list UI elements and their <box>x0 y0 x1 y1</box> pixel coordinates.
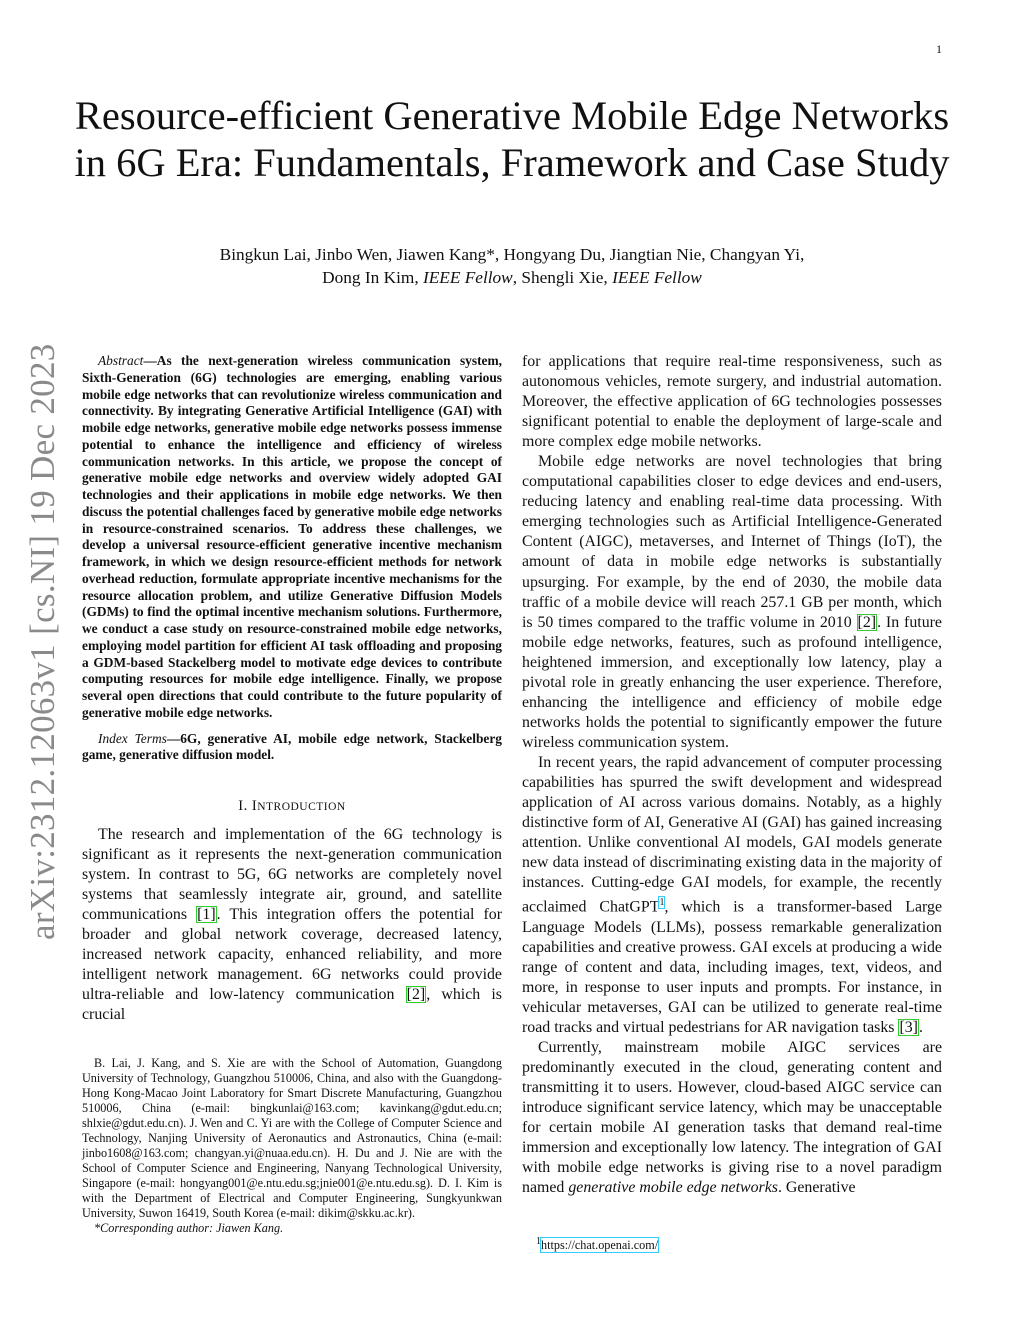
introduction-body <box>82 825 502 1025</box>
citation-link[interactable]: [1] <box>197 906 216 924</box>
footnote-mark: 1 <box>536 1236 541 1247</box>
emphasis-text: IEEE Fellow <box>422 268 513 287</box>
index-terms <box>82 731 502 765</box>
abstract <box>82 353 502 722</box>
text-run: . Generative <box>777 1179 856 1197</box>
text-run: Dong In Kim, <box>322 268 423 287</box>
paragraph <box>522 1038 942 1198</box>
authors <box>100 243 924 289</box>
text-run: . This integration offers the potential for broader and global network coverage, decreased latency, increased network capacity, enhanced reliability, and more intelligent network management. 6G networks could provide ultra-reliable and low-latency communication <box>82 906 502 1004</box>
authors-line-1: Bingkun Lai, Jinbo Wen, Jiawen Kang*, Hongyang Du, Jiangtian Nie, Changyan Yi, <box>219 245 805 264</box>
section-title-rest: NTRODUCTION <box>257 801 346 813</box>
paper-title: Resource-efficient Generative Mobile Edge Networks in 6G Era: Fundamentals, Framework and Case Study <box>74 93 950 185</box>
citation-link[interactable]: [2] <box>857 613 877 631</box>
authors-line-2 <box>100 266 924 289</box>
text-run: , which is crucial <box>82 986 502 1024</box>
paragraph <box>522 452 942 753</box>
corresponding-author: *Corresponding author: Jiawen Kang. <box>94 1221 284 1235</box>
page-number: 1 <box>936 42 942 56</box>
text-run: The research and implementation of the 6G technology is significant as it represents the next-generation communication system. In contrast to 5G, 6G networks are completely novel systems that seamlessly integrate air, ground, and satellite communications <box>82 826 502 924</box>
text-run: In recent years, the rapid advancement of computer processing capabilities has spurred the swift development and widespread application of AI across various domains. Notably, as a highly distinctive form of AI, Generative AI (GAI) has gained increasing attention. Unlike conventional AI models, GAI models generate new data instead of discriminating existing data in the majority of instances. Cutting-edge GAI models, for example, the recently acclaimed ChatGPT <box>522 753 942 916</box>
affiliation-footnote <box>82 1056 502 1236</box>
text-run: Mobile edge networks are novel technologies that bring computational capabilities closer to edge devices and end-users, reducing latency and enabling real-time data processing. With emerging technologies such as Artificial Intelligence-Generated Content (AIGC), metaverses, and Internet of Things (IoT), the amount of data in mobile edge networks is substantially upsurging. For example, by the end of 2030, the mobile data traffic of a mobile device will reach 257.1 GB per month, which is 50 times compared to the traffic volume in 2010 <box>522 453 942 631</box>
affiliation-text: B. Lai, J. Kang, and S. Xie are with the School of Automation, Guangdong University of Technology, Guangzhou 510006, China, and also with the Guangdong-Hong Kong-Macao Joint Laboratory for Smart Discrete Manufacturing, Guangzhou 510006, China (e-mail: bingkunlai@163.com; kavinkang@gdut.edu.cn; shlxie@gdut.edu.cn). J. Wen and C. Yi are with the College of Computer Science and Technology, Nanjing University of Aeronautics and Astronautics, China (e-mail: jinbo1608@163.com; changyan.yi@nuaa.edu.cn). H. Du and J. Nie are with the School of Computer Science and Engineering, Nanyang Technological University, Singapore (e-mail: hongyang001@e.ntu.edu.sg;jnie001@e.ntu.edu.sg). D. I. Kim is with the Department of Electrical and Computer Engineering, Sungkyunkwan University, Suwon 16419, South Korea (e-mail: dikim@skku.ac.kr). <box>82 1056 502 1220</box>
citation-link[interactable]: [3] <box>899 1018 918 1036</box>
footnote-link[interactable]: https://chat.openai.com/ <box>541 1238 659 1253</box>
section-title-initial: I <box>251 798 258 814</box>
right-column <box>522 352 942 1198</box>
footnote-ref[interactable]: 1 <box>659 897 665 909</box>
paragraph <box>82 825 502 1025</box>
paragraph <box>522 352 942 452</box>
left-column <box>82 353 502 1025</box>
section-heading-introduction <box>82 798 502 815</box>
section-number: I. <box>238 798 252 814</box>
index-terms-text: —6G, generative AI, mobile edge network, Stackelberg game, generative diffusion model. <box>82 730 502 763</box>
text-run: . In future mobile edge networks, features, such as profound intelligence, heightened immersion, and exceptionally low latency, play a pivotal role in greatly enhancing the user experience. Therefore, enhancing the intelligence and efficiency of mobile edge networks holds the potential to significantly empower the future wireless communication system. <box>522 613 942 751</box>
paragraph <box>522 753 942 1038</box>
emphasis-text: generative mobile edge networks <box>568 1179 778 1197</box>
text-run: for applications that require real-time responsiveness, such as autonomous vehicles, remote surgery, and industrial automation. Moreover, the effective application of 6G technologies possesses significant potential to enable the deployment of large-scale and more complex edge mobile networks. <box>522 353 942 451</box>
emphasis-text: IEEE Fellow <box>612 268 702 287</box>
url-footnote <box>536 1236 658 1253</box>
text-run: , Shengli Xie, <box>512 268 613 287</box>
text-run: , which is a transformer-based Large Language Models (LLMs), possess remarkable generalization capabilities and creative prowess. GAI excels at producing a wide range of content and data, including images, text, videos, and more, in response to user inputs and prompts. For instance, in vehicular metaverses, GAI can be utilized to generate real-time road tracks and virtual pedestrians for AR navigation tasks <box>522 898 942 1036</box>
text-run: Currently, mainstream mobile AIGC services are predominantly executed in the cloud, generating content and transmitting it to users. However, cloud-based AIGC service can introduce significant service latency, which may be unacceptable for certain mobile AI generation tasks that demand real-time immersion and exceptionally low latency. The integration of GAI with mobile edge networks is giving rise to a novel paradigm named <box>522 1038 942 1197</box>
text-run: . <box>918 1018 923 1036</box>
arxiv-stamp: arXiv:2312.12063v1 [cs.NI] 19 Dec 2023 <box>23 343 62 940</box>
index-terms-label: Index Terms <box>98 730 167 746</box>
abstract-text: —As the next-generation wireless communication system, Sixth-Generation (6G) technologies are emerging, enabling various mobile edge networks that can revolutionize wireless communication and connectivity. By integrating Generative Artificial Intelligence (GAI) with mobile edge networks, generative mobile edge networks possess immense potential to enhance the intelligence and efficiency of wireless communication networks. In this article, we propose the concept of generative mobile edge networks and overview widely adopted GAI technologies and their applications in mobile edge networks. We then discuss the potential challenges faced by generative mobile edge networks in resource-constrained scenarios. To address these challenges, we develop a universal resource-efficient generative incentive mechanism framework, in which we design resource-efficient methods for network overhead reduction, formulate appropriate incentive mechanisms for the resource allocation problem, and utilize Generative Diffusion Models (GDMs) to find the optimal incentive mechanism solutions. Furthermore, we conduct a case study on resource-constrained mobile edge networks, employing model partition for efficient AI task offloading and proposing a GDM-based Stackelberg model to motivate edge devices to contribute computing resources for mobile edge intelligence. Finally, we propose several open directions that could contribute to the future popularity of generative mobile edge networks. <box>82 353 502 720</box>
citation-link[interactable]: [2] <box>406 986 426 1004</box>
abstract-label: Abstract <box>98 353 144 368</box>
